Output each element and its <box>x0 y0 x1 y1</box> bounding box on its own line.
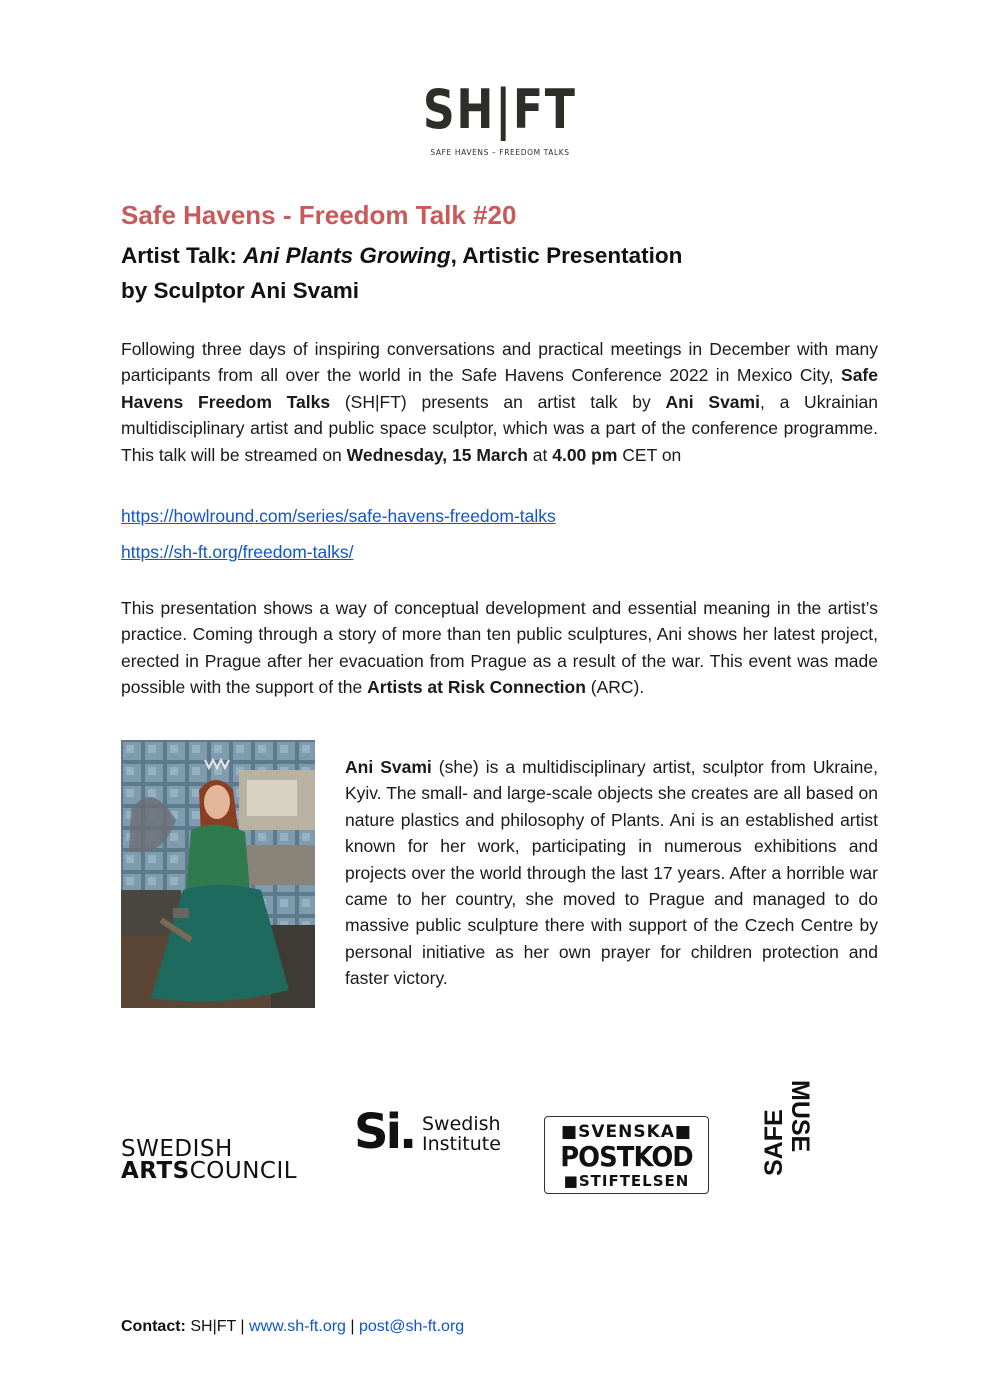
howlround-link[interactable]: https://howlround.com/series/safe-havens-freedom-talks <box>121 506 556 526</box>
svenska-postkod-stiftelsen-logo: ■SVENSKA■ POSTKOD ■STIFTELSEN <box>544 1116 709 1194</box>
presentation-text-2: (ARC). <box>585 677 645 698</box>
subtitle-work-title: Ani Plants Growing <box>243 243 451 268</box>
event-title: Safe Havens - Freedom Talk #20 <box>121 200 517 230</box>
subtitle-suffix: , Artistic Presentation <box>450 243 683 268</box>
contact-label: Contact: <box>121 1318 186 1335</box>
intro-text-4: at <box>527 444 553 465</box>
swedish-arts-council-logo <box>121 1120 331 1200</box>
contact-separator: | <box>345 1318 359 1335</box>
artist-bio <box>345 754 878 992</box>
sac-line-1: SWEDISH <box>121 1136 233 1162</box>
intro-text-1: Following three days of inspiring conversations and practical meetings in December with many participants from all over the world in the Safe Havens Conference 2022 in Mexico City, <box>121 339 878 386</box>
intro-text-2: (SH|FT) presents an artist talk by <box>330 391 666 412</box>
presentation-bold-arc: Artists at Risk Connection <box>367 677 586 698</box>
shft-freedom-talks-link[interactable]: https://sh-ft.org/freedom-talks/ <box>121 542 354 562</box>
intro-bold-shft: Safe Havens Freedom Talks <box>121 365 878 412</box>
event-subtitle <box>121 238 881 308</box>
intro-text-3: , a Ukrainian multidisciplinary artist and public space sculptor, which was a part of the conference programme. This talk will be streamed on <box>121 391 878 465</box>
sac-line-2b: COUNCIL <box>189 1158 298 1184</box>
intro-bold-time: 4.00 pm <box>552 444 618 465</box>
intro-text-5: CET on <box>617 444 682 465</box>
presentation-paragraph <box>121 595 878 701</box>
shft-logo-mark: SH|FT <box>423 78 577 141</box>
pk-line-3: STIFTELSEN <box>578 1172 690 1190</box>
contact-website-link[interactable]: www.sh-ft.org <box>249 1318 346 1335</box>
sac-line-2a: ARTS <box>121 1158 190 1184</box>
intro-bold-artist: Ani Svami <box>665 391 760 412</box>
presentation-text-1: This presentation shows a way of conceptual development and essential meaning in the artist’s practice. Coming through a story of more than ten public sculptures, Ani shows her latest project, erected in Prague after her evacuation from Prague as a result of the war. This event was made possible with the support of the <box>121 598 878 698</box>
artist-photo <box>121 740 315 1008</box>
contact-email-link[interactable]: post@sh-ft.org <box>359 1318 465 1335</box>
swedish-institute-logo <box>354 1102 514 1162</box>
safemuse-line-1: SAFE <box>760 1109 788 1176</box>
intro-paragraph <box>121 336 878 468</box>
shft-logo-tagline: SAFE HAVENS – FREEDOM TALKS <box>430 148 570 157</box>
si-mark: Si. <box>354 1104 415 1160</box>
safemuse-line-2: MUSE <box>786 1080 814 1153</box>
bio-bold-name: Ani Svami <box>345 757 432 777</box>
intro-bold-date: Wednesday, 15 March <box>346 444 528 465</box>
shft-logo <box>400 70 600 170</box>
contact-line <box>121 1318 464 1336</box>
si-line-1: Swedish <box>422 1113 501 1135</box>
safemuse-logo <box>760 1078 820 1178</box>
pk-line-2: POSTKOD <box>560 1140 693 1173</box>
subtitle-line-2: by Sculptor Ani Svami <box>121 278 359 303</box>
bio-text: (she) is a multidisciplinary artist, sculptor from Ukraine, Kyiv. The small- and large-scale objects she creates are all based on nature plastics and philosophy of Plants. Ani is an established artist known for her work, participating in numerous exhibitions and projects over the world through the last 17 years. After a horrible war came to her country, she moved to Prague and managed to do massive public sculpture there with support of the Czech Centre by personal initiative as her own prayer for children protection and faster victory. <box>345 757 878 989</box>
pk-line-1: SVENSKA <box>578 1122 675 1142</box>
subtitle-prefix: Artist Talk: <box>121 243 244 268</box>
contact-org: SH|FT | <box>185 1318 250 1335</box>
si-line-2: Institute <box>422 1133 501 1155</box>
